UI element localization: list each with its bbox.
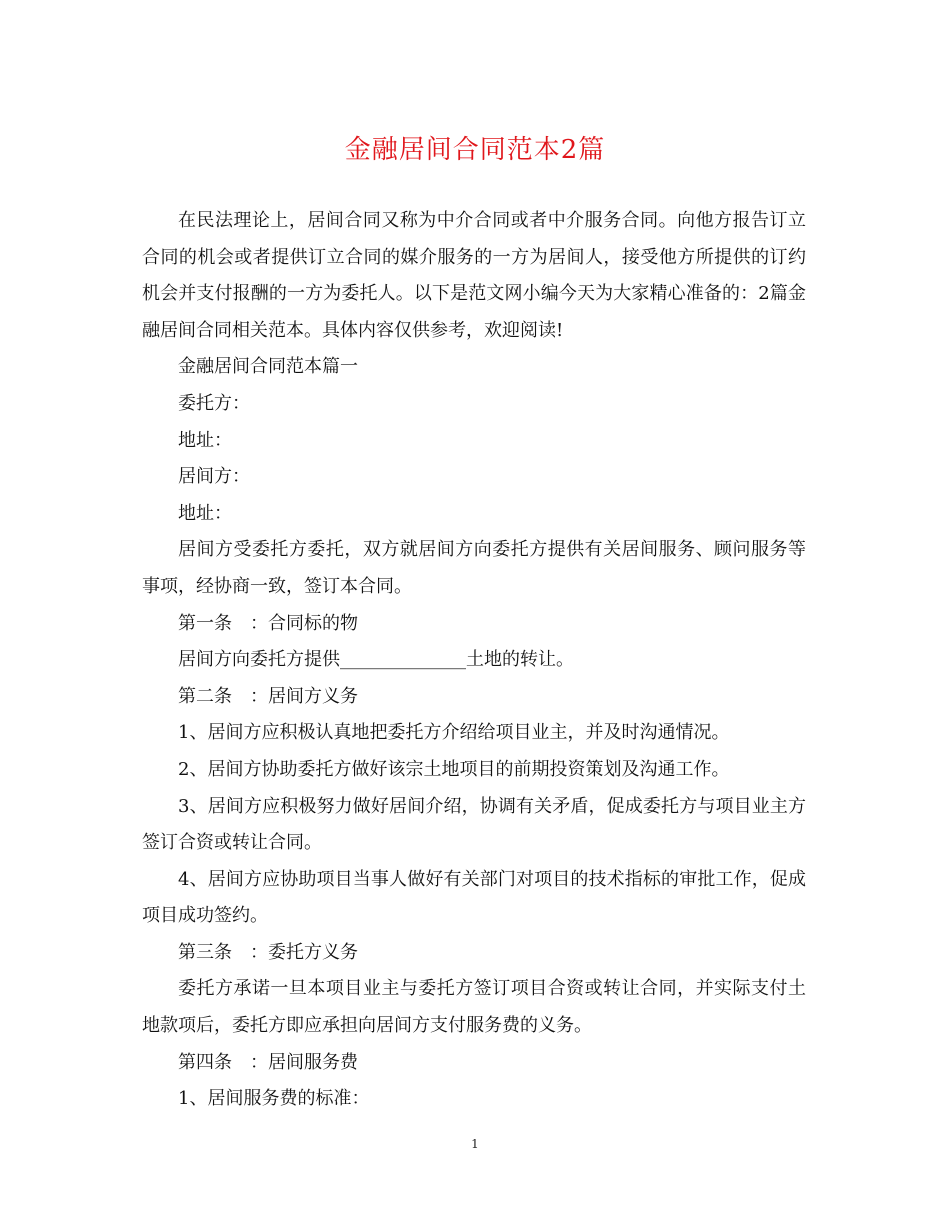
document-body: [142, 203, 806, 1118]
broker-field: 居间方：: [178, 466, 250, 488]
preamble-paragraph: 居间方受委托方委托，双方就居间方向委托方提供有关居间服务、顾问服务等事项，经协商一致，签订本合同。: [142, 539, 806, 597]
article-2-item-4: 4、居间方应协助项目当事人做好有关部门对项目的技术指标的审批工作，促成项目成功签约。: [142, 868, 806, 927]
article-3-text: 委托方承诺一旦本项目业主与委托方签订项目合资或转让合同，并实际支付土地款项后，委托方即应承担向居间方支付服务费的义务。: [142, 978, 806, 1037]
article-3-heading: 第三条 ：委托方义务: [178, 941, 358, 963]
article-4-item-1: 1、居间服务费的标准：: [178, 1088, 370, 1110]
article-4-heading: 第四条 ：居间服务费: [178, 1051, 358, 1073]
article-2-item-1: 1、居间方应积极认真地把委托方介绍给项目业主，并及时沟通情况。: [178, 722, 730, 744]
page-number: 1: [471, 1137, 479, 1151]
article-2-heading: 第二条 ：居间方义务: [178, 685, 358, 707]
section-heading: 金融居间合同范本篇一: [178, 356, 358, 378]
article-2-item-2: 2、居间方协助委托方做好该宗土地项目的前期投资策划及沟通工作。: [178, 758, 730, 780]
broker-address-field: 地址：: [178, 502, 232, 524]
client-address-field: 地址：: [178, 429, 232, 451]
article-1-heading: 第一条 ：合同标的物: [178, 612, 358, 634]
article-2-item-3: 3、居间方应积极努力做好居间介绍，协调有关矛盾，促成委托方与项目业主方签订合资或转让合同。: [142, 795, 806, 854]
intro-paragraph: 在民法理论上，居间合同又称为中介合同或者中介服务合同。向他方报告订立合同的机会或者提供订立合同的媒介服务的一方为居间人，接受他方所提供的订约机会并支付报酬的一方为委托人。以下是范文网小编今天为大家精心准备的：2篇金融居间合同相关范本。具体内容仅供参考，欢迎阅读!: [142, 210, 806, 341]
client-field: 委托方：: [178, 392, 250, 414]
article-1-text: 居间方向委托方提供______________土地的转让。: [178, 649, 574, 671]
document-title: 金融居间合同范本2篇: [344, 135, 606, 165]
